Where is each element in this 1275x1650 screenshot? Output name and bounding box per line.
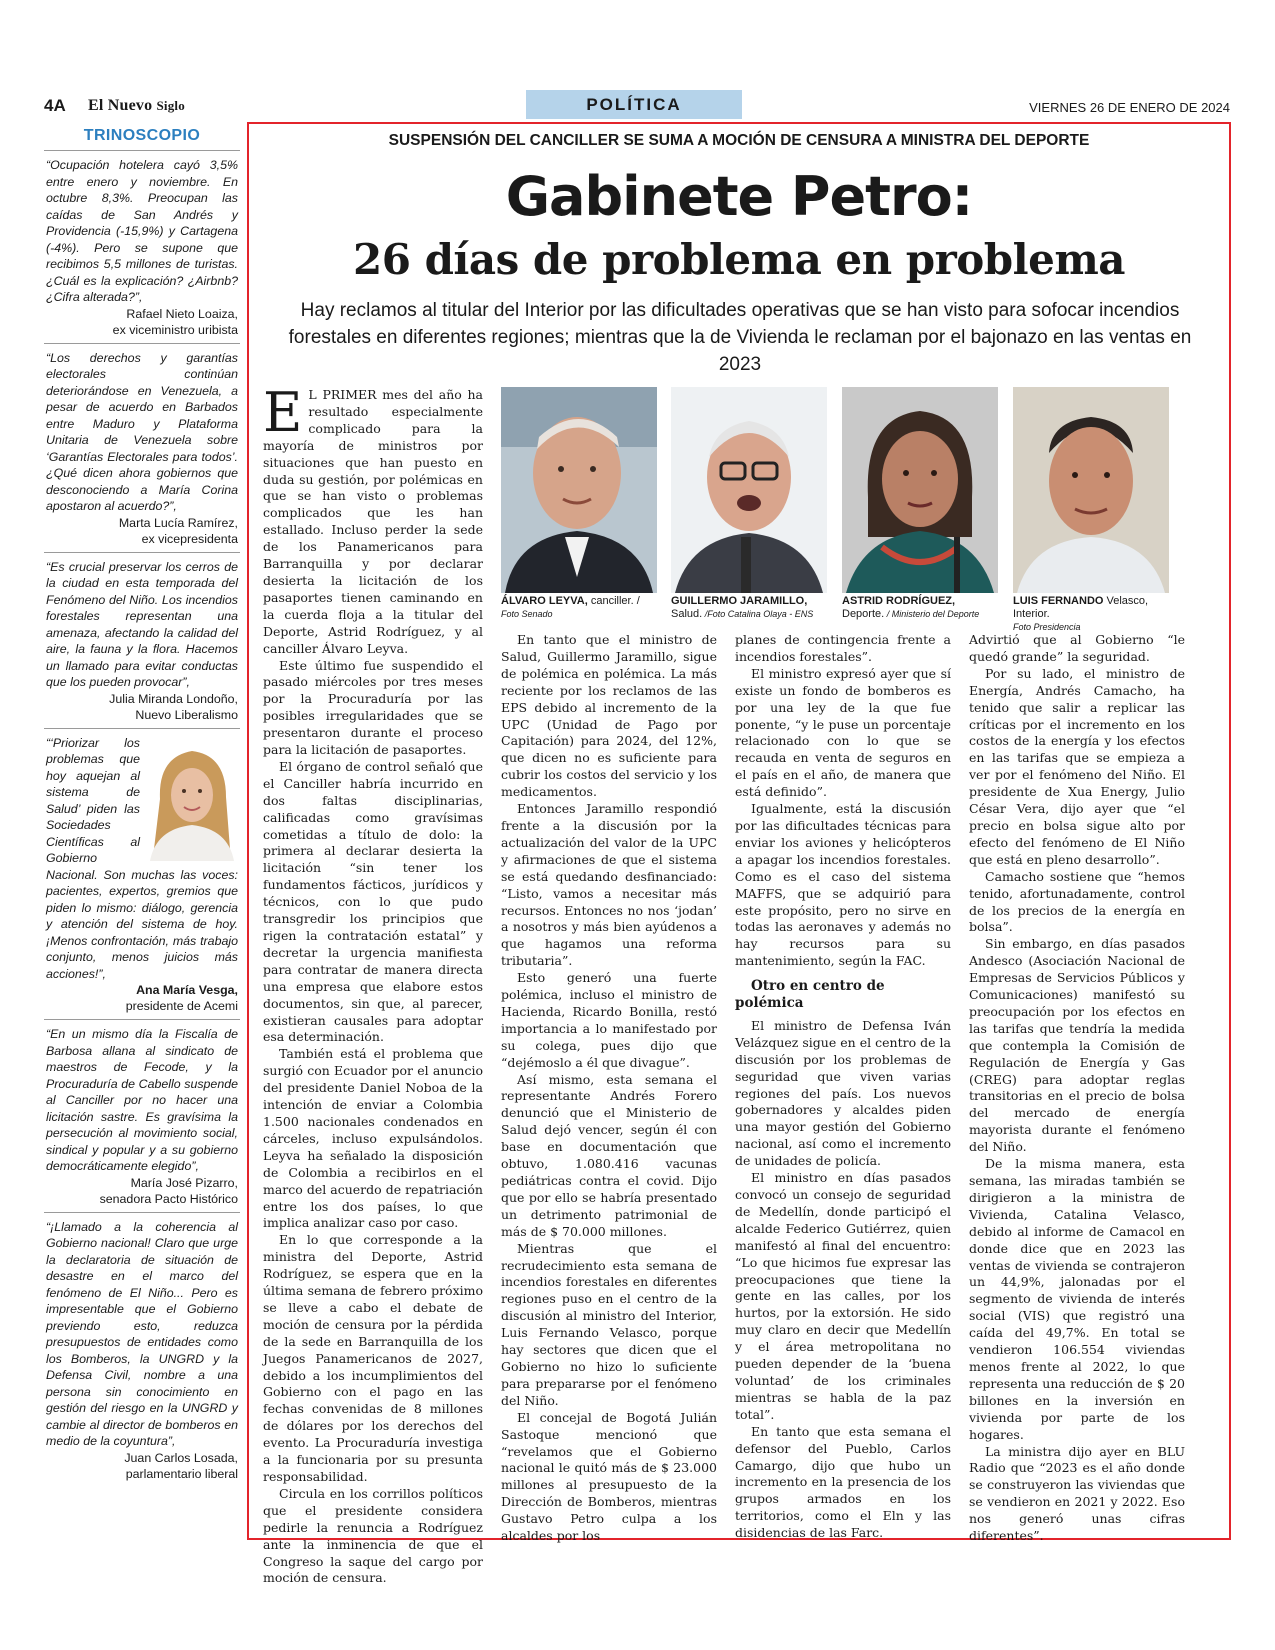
dropcap: E	[263, 381, 303, 444]
paragraph: Así mismo, esta semana el representante Andrés Forero denunció que el Ministerio de Salud dejó vencer, según él con base en documentación que obtuvo, 1.080.416 vacunas pediátricas contra el covid. Dijo que por ello se habría presentado un detrimento patrimonial de más de $ 70.000 millones.	[501, 1071, 717, 1239]
article-subhead: Otro en centro de polémica	[735, 978, 885, 1012]
paragraph: Por su lado, el ministro de Energía, Andrés Camacho, ha tenido que salir a replicar las críticas por el incremento en los costos de la energía y los efectos en las tarifas que se empieza a ver por el fenómeno del Niño. El presidente de Xua Energy, Julio César Vera, dijo ayer que “el precio en bolsa sigue alto por efecto del fenómeno de El Niño que está en pleno desarrollo”.	[969, 665, 1185, 867]
article-column-2	[501, 632, 717, 1544]
photo-caption: ASTRID RODRÍGUEZ, Deporte. / Ministerio del Deporte	[842, 595, 980, 620]
paragraph: Sin embargo, en días pasados Andesco (Asociación Nacional de Empresas de Servicios Públicos y Comunicaciones) manifestó su preocupación por los efectos en las tarifas que tendría la medida que contempla la Comisión de Regulación de Energía y Gas (CREG) para adoptar reglas transitorias en el precio de bolsa del mercado de energía mayorista durante el fenómeno del Niño.	[969, 936, 1185, 1155]
photo-caption: LUIS FERNANDO Velasco, Interior. Foto Presidencia	[1013, 595, 1149, 632]
paragraph: Esto generó una fuerte polémica, incluso el ministro de Hacienda, Ricardo Bonilla, restó importancia a lo manifestado por su colega, pues dijo que “dejémoslo a él que divague”.	[501, 970, 717, 1070]
quote-text: “Es crucial preservar los cerros de la ciudad en esta temporada del Fenómeno del Niño. Los incendios forestales representan una amenaza, afectando la calidad del aire, la fauna y la flora. Hacemos un llamado para evitar conductas que los pueden provocar”,	[46, 559, 238, 689]
leyva-photo	[501, 387, 657, 593]
paragraph: El ministro de Defensa Iván Velázquez sigue en el centro de la discusión por los problemas de seguridad que viven varias regiones del país. Los nuevos gobernadores y alcaldes piden una mayor gestión del Gobierno nacional, así como el incremento de unidades de policía.	[735, 1017, 951, 1169]
paragraph: También está el problema que surgió con Ecuador por el anuncio del presidente Daniel Noboa de la intención de enviar a Colombia 1.500 nacionales condenados en cárceles, incluso expulsándolos. Leyva ha señalado la disposición de Colombia a recibirlos en el marco del acuerdo de repatriación entre los dos países, lo que implica analizar caso por caso.	[263, 1046, 483, 1231]
quote-author: Juan Carlos Losada,	[124, 1450, 238, 1465]
article-column-4	[969, 632, 1185, 1544]
jaramillo-photo	[671, 387, 827, 593]
quote-role: senadora Pacto Histórico	[99, 1191, 238, 1206]
photo-leyva	[501, 387, 657, 623]
quote-item	[44, 151, 240, 344]
quote-text: “Ocupación hotelera cayó 3,5% entre enero y noviembre. En octubre 8,3%. Preocupan las caídas de San Andrés y Providencia (-15,9%) y Cartagena (-4%). Pero se supone que recibimos 5,5 millones de turistas. ¿Cuál es la explicación? ¿Airbnb? ¿Cifra alterada?”,	[46, 158, 238, 304]
paragraph: Igualmente, está la discusión por las dificultades técnicas para enviar los aviones y helicópteros a apagar los incendios forestales. Como es el caso del sistema MAFFS, que se adquirió para este propósito, pero no sirve en todas las aeronaves y además no hay recursos para su mantenimiento, según la FAC.	[735, 801, 951, 969]
quote-item	[44, 1213, 240, 1487]
paragraph: En lo que corresponde a la ministra del Deporte, Astrid Rodríguez, se espera que en la última semana de febrero próximo se lleve a cabo el debate de moción de censura por la pérdida de la sede en Barranquilla de los Juegos Panamericanos de 2027, debido a los incumplimientos del Gobierno con el pago en las fechas convenidas de 8 millones de dólares por los derechos del evento. La Procuraduría investiga a la funcionaria por su presunta responsabilidad.	[263, 1232, 483, 1484]
portrait-photo	[146, 739, 238, 861]
quote-author: Rafael Nieto Loaiza,	[126, 306, 238, 321]
paragraph: El ministro expresó ayer que sí existe un fondo de bomberos es por una ley de la que fue ponente, “y le puse un porcentaje relacionado con lo que se recauda en venta de seguros en el país en el año, de manera que está definido”.	[735, 665, 951, 800]
paragraph: El ministro en días pasados convocó un consejo de seguridad de Medellín, donde participó el alcalde Federico Gutiérrez, quien manifestó al final del encuentro: “Lo que hicimos fue expresar las preocupaciones que tiene la gente en las calles, por los hurtos, por la extorsión. He sido muy claro en decir que Medellín y el área metropolitana no pueden depender de la ‘buena voluntad’ de los criminales mientras se habla de la paz total”.	[735, 1170, 951, 1422]
quote-item	[44, 553, 240, 729]
quote-author: Ana María Vesga,	[136, 983, 238, 997]
page-number: 4A	[44, 96, 66, 115]
issue-date: VIERNES 26 DE ENERO DE 2024	[1029, 100, 1230, 115]
article-column-3	[735, 632, 951, 1541]
photo-caption: ÁLVARO LEYVA, canciller. / Foto Senado	[501, 595, 640, 619]
quote-item	[44, 344, 240, 553]
headline-primary: Gabinete Petro:	[505, 165, 973, 228]
quote-role: ex viceministro uribista	[112, 322, 238, 337]
paragraph: planes de contingencia frente a incendios forestales”.	[735, 632, 951, 664]
quote-role: presidente de Acemi	[125, 999, 238, 1013]
article-column-1	[263, 381, 483, 1586]
paragraph: De la misma manera, esta semana, las miradas también se dirigieron a la ministra de Vivienda, Catalina Velasco, debido al informe de Camacol en donde dice que en 2023 las ventas de vivienda se contrajeron un 44,9%, jalonadas por el segmento de vivienda de interés social (VIS) que registró una caída del 49,7%. En total se vendieron 106.554 viviendas menos frente al 2022, lo que representa una reducción de $ 20 billones en la inversión en vivienda por parte de los hogares.	[969, 1156, 1185, 1442]
photo-velasco	[1013, 387, 1169, 632]
quote-author: María José Pizarro,	[130, 1175, 238, 1190]
section-tab: POLÍTICA	[526, 90, 742, 119]
quote-role: ex vicepresidenta	[141, 531, 238, 546]
quote-text: “¡Llamado a la coherencia al Gobierno nacional! Claro que urge la declaratoria de situación de desastre en el marco del fenómeno de El Niño... Pero es impresentable que el Gobierno previendo esto, reduzca presupuestos de entidades como los Bomberos, la UNGRD y la Defensa Civil, nombre a una persona sin conocimiento en gestión del riesgo en la UNGRD y cambie al director de bomberos en medio de la coyuntura”,	[46, 1219, 238, 1448]
page-header	[44, 94, 1230, 120]
quote-text: “‘Priorizar los problemas que hoy aquejan al sistema de Salud’ piden las Sociedades Científicas al Gobierno Nacional. Son muchas las voces: pacientes, expertos, gremios que piden lo mismo: diálogo, gerencia y atención del sistema de hoy. ¡Menos confrontación, más trabajo conjunto, menos juicios más acciones!”,	[46, 735, 238, 981]
paragraph: En tanto que esta semana el defensor del Pueblo, Carlos Camargo, dijo que hubo un incremento en la presencia de los grupos armados en los territorios, como el Eln y las disidencias de las Farc.	[735, 1423, 951, 1541]
newspaper-name: El Nuevo Siglo	[88, 97, 185, 114]
paragraph: El concejal de Bogotá Julián Sastoque mencionó que “revelamos que el Gobierno nacional le quitó más de $ 23.000 millones al presupuesto de la Dirección de Bomberos, mientras Gustavo Petro culpa a los alcaldes por los	[501, 1409, 717, 1544]
quote-text: “En un mismo día la Fiscalía de Barbosa allana al sindicato de maestros de Fecode, y la Procuraduría de Cabello suspende al Canciller por no hacer una licitación sastre. Es gravísima la persecución al movimiento social, sindical y popular y a su gobierno democráticamente elegido”,	[46, 1027, 238, 1173]
quote-text: “Los derechos y garantías electorales continúan deteriorándose en Venezuela, a pesar de acuerdo en Barbados entre Maduro y Plataforma Unitaria de Venezuela sobre ‘Garantías Electorales para todos’. ¿Qué dicen ahora gobiernos que desconociendo a María Corina apostaron al acuerdo?”,	[46, 350, 238, 513]
paragraph: Este último fue suspendido el pasado miércoles por tres meses por la Procuraduría por las posibles irregularidades que se presentaron durante el proceso para la licitación de pasaportes.	[263, 657, 483, 758]
photo-row	[501, 387, 1219, 632]
paragraph: La ministra dijo ayer en BLU Radio que “2023 es el año donde se construyeron las viviendas que se vendieron en 2021 y 2022. Eso nos generó unas cifras diferentes”.	[969, 1443, 1185, 1544]
photo-jaramillo	[671, 387, 827, 623]
paragraph: Advirtió que al Gobierno “le quedó grande” la seguridad.	[969, 632, 1185, 664]
paragraph: Circula en los corrillos políticos que el presidente considera pedirle la renuncia a Rodríguez ante la inminencia de que el Congreso la saque del cargo por moción de censura.	[263, 1485, 483, 1586]
paragraph: Mientras que el recrudecimiento esta semana de incendios forestales en diferentes regiones puso en el centro de la discusión al ministro del Interior, Luis Fernando Velasco, porque hay sectores que dicen que el Gobierno no hizo lo suficiente para prepararse por el fenómeno del Niño.	[501, 1240, 717, 1408]
quote-role: Nuevo Liberalismo	[135, 707, 238, 722]
quote-author: Marta Lucía Ramírez,	[118, 515, 238, 530]
paragraph: Entonces Jaramillo respondió frente a la discusión por la actualización del valor de la UPC y afirmaciones de que el sistema se está quedando desfinanciado: “Listo, vamos a necesitar más recursos. Entonces no nos ‘jodan’ a nosotros y más bien ayúdenos a que hagamos una reforma tributaria”.	[501, 801, 717, 969]
headline-secondary: 26 días de problema en problema	[353, 235, 1125, 284]
velasco-photo	[1013, 387, 1169, 593]
quote-role: parlamentario liberal	[125, 1466, 238, 1481]
photo-rodriguez	[842, 387, 998, 623]
quote-item	[44, 1020, 240, 1213]
article-kicker: SUSPENSIÓN DEL CANCILLER SE SUMA A MOCIÓN DE CENSURA A MINISTRA DEL DEPORTE	[388, 132, 1090, 149]
trinoscopio-sidebar	[44, 127, 240, 1532]
article-deck: Hay reclamos al titular del Interior por las dificultades operativas que se han visto para sofocar incendios forestales en diferentes regiones; mientras que la de Vivienda le reclaman por el bajonazo en las ventas en 2023	[288, 300, 1192, 375]
photo-caption: GUILLERMO JARAMILLO, Salud. /Foto Catalina Olaya - ENS	[671, 595, 814, 620]
rodriguez-photo	[842, 387, 998, 593]
paragraph: El órgano de control señaló que el Canciller habría incurrido en dos faltas disciplinarias, calificadas como gravísimas cometidas a título de dolo: la primera al declarar desierta la licitación “sin tener los fundamentos fácticos, jurídicos y técnicos, con lo que pudo transgredir los principios que rigen la contratación estatal” y decretar la urgencia manifiesta para contratar de manera directa una empresa que elabore estos documentos, sin que, al parecer, existieran causales para adoptar esa determinación.	[263, 758, 483, 1045]
main-article	[247, 122, 1231, 1586]
sidebar-title: TRINOSCOPIO	[44, 127, 240, 151]
paragraph: E L PRIMER mes del año ha resultado especialmente complicado para la mayoría de ministros por situaciones que han puesto en duda su gestión, por polémicas en que se han visto o problemas complicados que les han estallado. Incluso perder la sede de los Panamericanos para Barranquilla y por declarar desierta la licitación de los pasaportes tienen caminando en la cuerda floja a la titular del Deporte, Astrid Rodríguez, y al canciller Álvaro Leyva.	[263, 381, 483, 656]
paragraph: Camacho sostiene que “hemos tenido, afortunadamente, control de los precios de la energía en bolsa”.	[969, 868, 1185, 935]
quote-item	[44, 729, 240, 1021]
quote-author: Julia Miranda Londoño,	[109, 691, 238, 706]
paragraph: En tanto que el ministro de Salud, Guillermo Jaramillo, sigue de polémica en polémica. La más reciente por los reclamos de las EPS debido al incremento de la UPC (Unidad de Pago por Capitación) para 2024, del 12%, que dicen no es suficiente para cubrir los costos del servicio y los medicamentos.	[501, 632, 717, 800]
